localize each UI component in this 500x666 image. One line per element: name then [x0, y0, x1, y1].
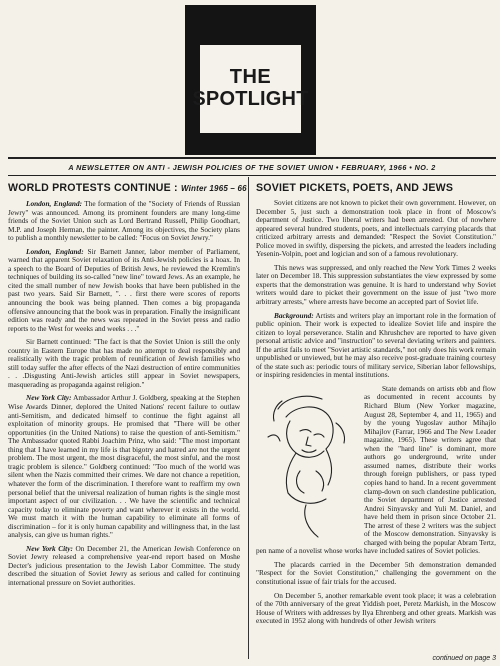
dateline: London, England: [26, 199, 83, 208]
dateline: New York City: [26, 393, 72, 403]
right-paragraph: On December 5, another remarkable event took place; it was a celebration of the 70th anniversary of the great Yiddish poet, Peretz Markish, in the Moscow House of Writers with addresses by Ilya Ehrenberg and other greats. Markish was executed in 1952 along with hundreds of other Jewish writers [256, 590, 496, 626]
masthead-logo [185, 5, 316, 155]
paragraph-text: Artists and writers play an important role in the formation of public opinion. Their work is expected to idealize Soviet life and inspire the citizen to loyal perseverance. Stalin and Khrushchev are reported to have given personal artistic advice and "instruction" to several deviating writers and painters. If the artist fails to meet "Soviet artistic standards," not only does his work remain unpublished or unviewed, but he may also receive post-graduate training courtesy of the state such as: periodic tours of military service, Siberian labor fellowships, or inspiring residencies in mental institutions. [256, 310, 496, 380]
dateline: New York City: [26, 543, 73, 553]
right-paragraph: State demands on artists ebb and flow as documented in recent accounts by Richard Blum (New Yorker magazine, August 28, September 4, and 11, 1965) and by the young Yugoslav author Mihajlo Mihajlov (Farrar, 1966 and The New Leader magazine, 1965). These writers agree that when the "hard line" is dominant, more authors go underground, write under assumed names, distribute their works through foreign publishers, or pass typed copies hand to hand. In a recent government clamp-down on such clandestine publication, the Soviet department of Justice arrested Andrei Sinyavsky and Yuli M. Daniel, and have held them in prison since October 21. The arrest of these 2 writers was the subject of the Moscow demonstration. Sinyavsky is charged with being the popular Abram Tertz, pen name of a novelist whose works have included satires of Soviet policies. [256, 383, 496, 556]
sketch-illustration [256, 387, 358, 545]
paragraph-text: Sir Barnett Janner, labor member of Parliament, warned that apparent Soviet relaxation of its Anti-Jewish policies is a hoax. In a speech to the Board of Deputies of British Jews, he reviewed the Kremlin's techniques of building its so-called "new line" toward Jews. As an example, he cited the small number of new Jewish books that have been published in the past two years. Said Sir Barnett, ". . . first there were scores of reports announcing the book was being planned. Then comes a big propaganda offensive announcing that the book was in preparation. Finally the insignificant edition was ready and the news was repeated in the Soviet press and radio reports to the West for weeks and weeks . . ." [8, 246, 240, 333]
paragraph-text: Ambassador Arthur J. Goldberg, speaking at the Stephen Wise Awards Dinner, deplored the United Nations' recent failure to outlaw anti-Semitism, and dedicated himself to continue the fight against all exploitation of minority groups. He promised that "There will be other opportunities (in the United Nations) to raise the question of anti-Semitism." The Ambassador quoted Rabbi Joachim Prinz, who said: "The most important thing that I have learned in my life is that bigotry and hatred are not the urgent problem. The most urgent, the most disgraceful, the most sinful, and the most tragic problem is silence." Goldberg continued: "Too much of the world was silent when the Nazis committed their crimes. We dare not chance a repetition, whatever the form of the discrimination. I therefore want to reaffirm my own personal belief that the universal realization of human rights is the single most important aspect of our civilization. . . We have the scientific and technical capacity today to eliminate poverty and want wherever it exists in the world. We must match it with the human capability to eliminate all forms of discrimination – for it is only human capability and willingness that, in the last analysis, can give us human rights." [8, 393, 240, 540]
continued-note: continued on page 3 [432, 655, 496, 662]
right-paragraph: Soviet citizens are not known to picket their own government. However, on December 5, just such a demonstration took place in front of Moscow's department of Justice. Two liberal writers had been arrested. Out of nowhere appeared several hundred students, poets, and intellectuals carrying placards that criticized arbitrary arrests and demanded: "Respect the Soviet Constitution." Police moved in swiftly, dispersing the pickets, and arrested the leaders including Yesenin-Volpin, poet and logician and son of a famous revolutionary. [256, 198, 496, 259]
left-paragraph [8, 248, 240, 333]
subtitle-rule [8, 175, 496, 176]
column-divider [248, 177, 249, 659]
paragraph-text: On December 21, the American Jewish Conference on Soviet Jewry released a comprehensive year-end report based on Moshe Decter's judicious presentation to the Jewish Labor Committee. The study described the situation of Soviet Jewry as serious and called for continuing international pressure on Soviet authorities. [8, 543, 240, 587]
left-column [8, 177, 247, 593]
paragraph-text: Sir Barnett continued: "The fact is that the Soviet Union is still the only country in Eastern Europe that has made no attempt to deal responsibly and realistically with the tragic problem of reunification of Jewish families who still today suffer the after effects of the Nazi destruction of entire communities . . .Disgusting Anti-Jewish articles still appear in Soviet newspapers, masquerading as propaganda against religion." [8, 337, 240, 389]
masthead-the: THE [229, 66, 272, 88]
left-paragraph [8, 200, 240, 243]
right-paragraph: The placards carried in the December 5th demonstration demanded "Respect for the Soviet Constitution," challenging the government on the constitutional issue of fair trials for the accused. [256, 559, 496, 586]
paragraph-text: The formation of the "Society of Friends of Russian Jewry" was announced. Among its prominent founders are many long-time friends of the Soviet Union such as Lord Bertrand Russell, Philip Goodhart, M.P. and Joseph Herman, the painter. Among its objectives, the Society plans to publish a monthly newsletter to be called: "Focus on Soviet Jewry." [8, 199, 240, 243]
left-paragraph [8, 338, 240, 389]
masthead-box [192, 45, 309, 133]
right-paragraph [256, 312, 496, 380]
left-paragraph [8, 394, 240, 539]
left-headline [8, 181, 247, 196]
background-label: Background: [274, 310, 314, 320]
left-headline-text: WORLD PROTESTS CONTINUE : [8, 182, 178, 194]
right-column [256, 177, 496, 631]
left-paragraph [8, 545, 240, 588]
top-rule [8, 157, 496, 159]
left-headline-date: Winter 1965 – 66 [180, 184, 247, 193]
right-paragraph: This news was suppressed, and only reached the New York Times 2 weeks later on December 18. This suppression substantiates the view expressed by some experts that the demonstration was genuine. It is hard to understand why Soviet writers would dare to picket their government on the issue of just "two more arbitrary arrests," where arrests have become an accepted part of Soviet life. [256, 262, 496, 307]
masthead-title: SPOTLIGHT [192, 88, 309, 110]
right-headline: SOVIET PICKETS, POETS, AND JEWS [256, 182, 454, 194]
dateline: London, England: [26, 246, 84, 256]
newsletter-subtitle: A NEWSLETTER ON ANTI - JEWISH POLICIES OF THE SOVIET UNION • FEBRUARY, 1966 • NO. 2 [68, 163, 436, 172]
